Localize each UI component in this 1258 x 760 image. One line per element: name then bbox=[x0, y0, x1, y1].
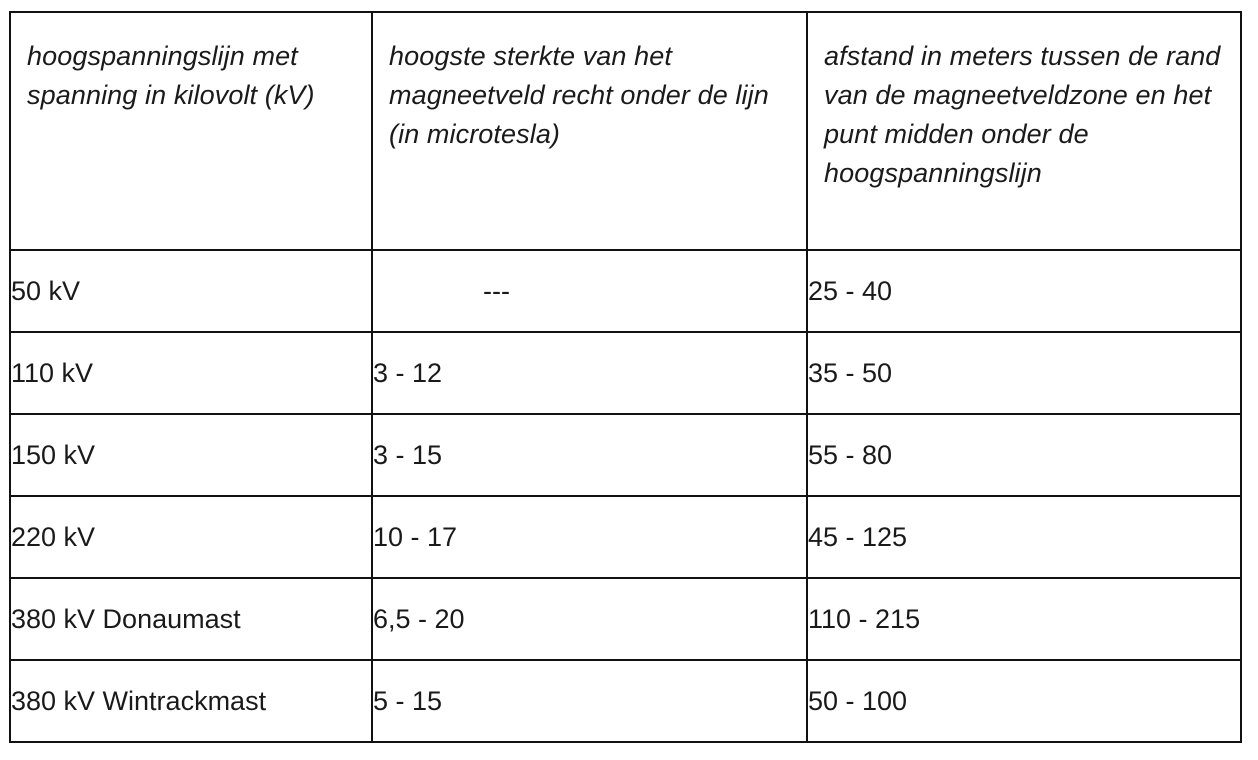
cell-field-strength: --- bbox=[372, 250, 807, 332]
cell-distance: 50 - 100 bbox=[807, 660, 1241, 742]
table-row bbox=[10, 250, 1241, 332]
cell-field-strength: 10 - 17 bbox=[372, 496, 807, 578]
table-row bbox=[10, 414, 1241, 496]
table-row bbox=[10, 578, 1241, 660]
cell-distance: 55 - 80 bbox=[807, 414, 1241, 496]
cell-field-strength: 5 - 15 bbox=[372, 660, 807, 742]
cell-voltage: 380 kV Donaumast bbox=[10, 578, 372, 660]
magnetic-field-table bbox=[9, 11, 1242, 743]
cell-distance: 45 - 125 bbox=[807, 496, 1241, 578]
cell-distance: 35 - 50 bbox=[807, 332, 1241, 414]
cell-voltage: 110 kV bbox=[10, 332, 372, 414]
table-row bbox=[10, 660, 1241, 742]
table-row bbox=[10, 332, 1241, 414]
table-header-row bbox=[10, 12, 1241, 250]
cell-distance: 25 - 40 bbox=[807, 250, 1241, 332]
header-distance: afstand in meters tussen de rand van de magneetveldzone en het punt midden onder de hoogspanningslijn bbox=[807, 12, 1241, 250]
cell-voltage: 380 kV Wintrackmast bbox=[10, 660, 372, 742]
cell-field-strength: 6,5 - 20 bbox=[372, 578, 807, 660]
cell-field-strength: 3 - 12 bbox=[372, 332, 807, 414]
cell-field-strength: 3 - 15 bbox=[372, 414, 807, 496]
header-field-strength: hoogste sterkte van het magneetveld recht onder de lijn (in microtesla) bbox=[372, 12, 807, 250]
header-voltage: hoogspanningslijn met spanning in kilovolt (kV) bbox=[10, 12, 372, 250]
table-row bbox=[10, 496, 1241, 578]
cell-voltage: 220 kV bbox=[10, 496, 372, 578]
cell-distance: 110 - 215 bbox=[807, 578, 1241, 660]
cell-voltage: 50 kV bbox=[10, 250, 372, 332]
cell-voltage: 150 kV bbox=[10, 414, 372, 496]
